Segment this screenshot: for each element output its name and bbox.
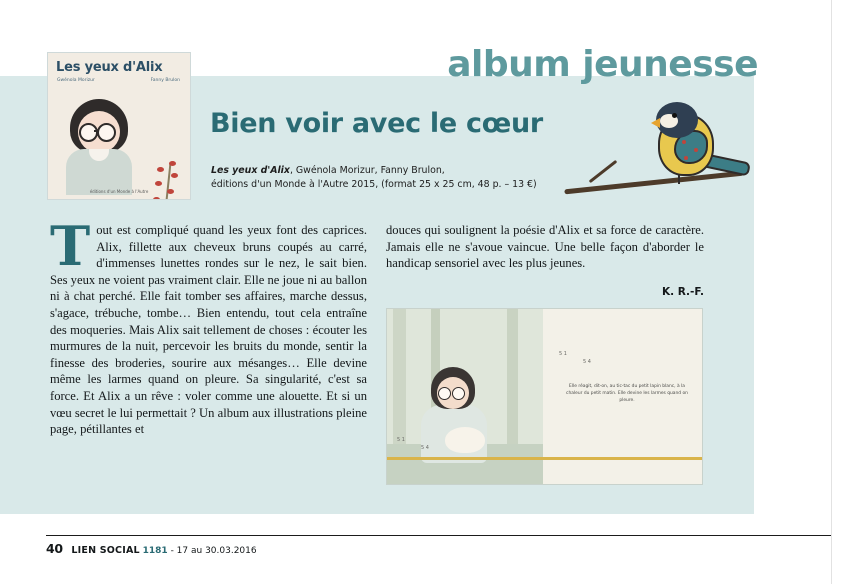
- photo-note: 5 1: [559, 351, 567, 357]
- photo-glasses-right-icon: [452, 387, 465, 400]
- cover-leaf-icon: [171, 173, 178, 178]
- page-edge: [831, 0, 846, 584]
- body-column-right: [386, 222, 704, 272]
- magazine-name: LIEN SOCIAL: [71, 545, 140, 556]
- article-headline: Bien voir avec le cœur: [210, 108, 543, 139]
- footer-rule: [46, 535, 832, 536]
- body-column-left: [50, 214, 367, 438]
- cover-glasses-right-icon: [97, 123, 116, 142]
- section-title: album jeunesse: [447, 44, 758, 85]
- photo-rope-line: [387, 457, 703, 460]
- book-credits: [211, 164, 541, 192]
- cover-leaf-icon: [157, 167, 164, 172]
- photo-note: 5 1: [397, 437, 405, 443]
- photo-note: 5 4: [583, 359, 591, 365]
- bird-pattern-dot: [684, 156, 688, 160]
- cover-title: Les yeux d'Alix: [56, 60, 163, 75]
- cover-publisher: éditions d'un Monde à l'Autre: [89, 189, 149, 194]
- book-cover-image: [47, 52, 191, 200]
- page-footer: [46, 541, 257, 556]
- photo-glasses-left-icon: [438, 387, 451, 400]
- credits-authors: , Gwénola Morizur, Fanny Brulon,: [289, 165, 445, 176]
- inline-book-spread-image: [386, 308, 703, 485]
- photo-note: 5 4: [421, 445, 429, 451]
- top-rule: [0, 14, 832, 16]
- issue-number: 1181: [142, 546, 168, 556]
- credits-book-title: Les yeux d'Alix: [211, 165, 290, 176]
- photo-inner-caption: Elle réagit, dit-on, au tic-tac du petit lapin blanc, à la chaleur du petit matin. Elle devine les larmes quand on pleure.: [566, 384, 688, 403]
- cover-leaf-icon: [167, 189, 174, 194]
- cover-author-left: Gwénola Morizur: [57, 78, 95, 83]
- issue-date: - 17 au 30.03.2016: [170, 546, 257, 556]
- page-number: 40: [46, 541, 63, 556]
- cover-branch-illustration: [138, 105, 184, 183]
- body-text-left: out est compliqué quand les yeux font des caprices. Alix, fillette aux cheveux bruns coupés au carré, d'immenses lunettes rondes sur le nez, le sait bien. Ses yeux ne voient pas vraiment clair. Elle ne joue ni au ballon ni à chat perché. Elle fait tomber ses affaires, marche dessus, s'agace, trébuche, tombe… Bien entendu, tout cela entraîne des moqueries. Mais Alix sait tellement de choses : écouter les murmures de la nuit, percevoir les bruits du monde, sentir la finesse des broderies, sourire aux mésanges… Elle devine même les larmes quand on pleure. Sa singularité, c'est sa force. Et Alix a un rêve : voler comme une alouette. Et si un vœu secret le lui permettait ? Un album aux illustrations pleine page, pétillantes et: [50, 223, 367, 437]
- bird-illustration: [556, 96, 846, 216]
- cover-author-right: Fanny Brulon: [150, 78, 180, 83]
- cover-glasses-bridge: [94, 130, 98, 132]
- photo-cat: [445, 427, 485, 453]
- cover-glasses-left-icon: [79, 123, 98, 142]
- cover-leaf-icon: [169, 161, 176, 166]
- body-text-right: douces qui soulignent la poésie d'Alix et sa force de caractère. Jamais elle ne s'avoue vaincue. Une belle façon d'aborder le handicap sensoriel avec les plus jeunes.: [386, 223, 704, 271]
- branch-twig: [589, 160, 618, 183]
- cover-leaf-icon: [153, 197, 160, 200]
- credits-publisher-line: éditions d'un Monde à l'Autre 2015, (format 25 x 25 cm, 48 p. – 13 €): [211, 179, 537, 190]
- bird-leg: [678, 174, 680, 184]
- drop-cap: T: [50, 214, 91, 278]
- bird-pattern-dot: [682, 140, 686, 144]
- article-byline: K. R.-F.: [661, 286, 704, 298]
- bird-pattern-dot: [694, 148, 698, 152]
- cover-leaf-icon: [155, 181, 162, 186]
- bird-eye-icon: [672, 113, 677, 118]
- bird-beak-icon: [651, 118, 660, 128]
